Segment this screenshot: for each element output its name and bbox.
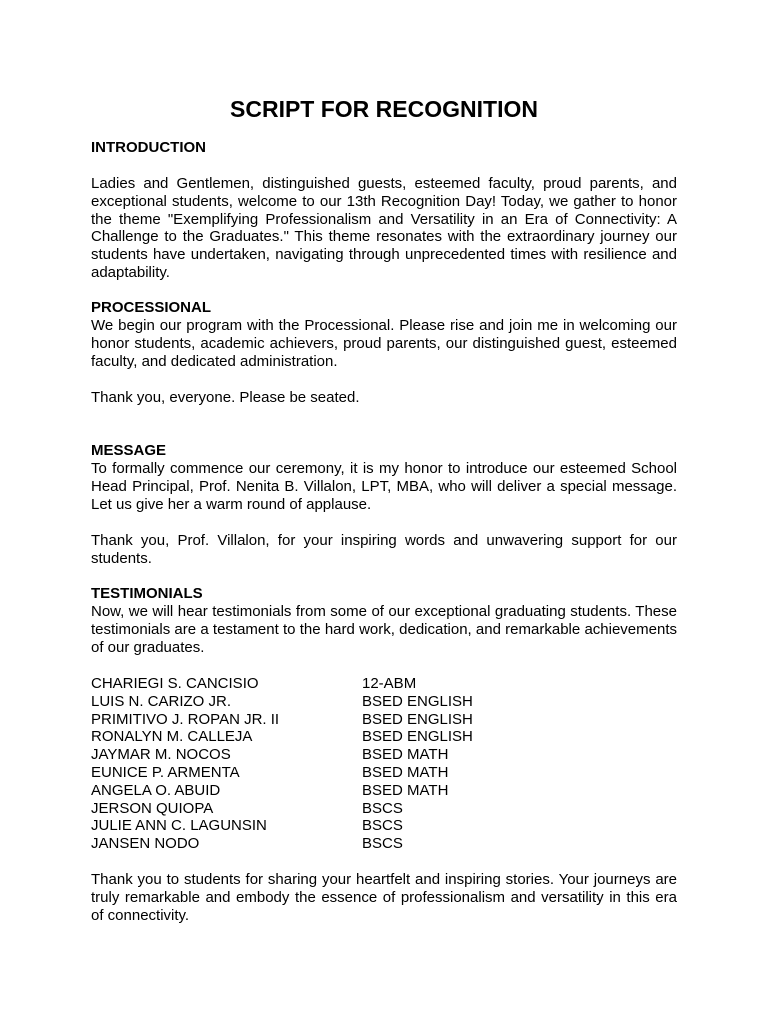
student-row [91,728,677,746]
student-name: CHARIEGI S. CANCISIO [91,675,259,692]
student-program: BSCS [362,835,403,853]
student-program: 12-ABM [362,675,417,692]
introduction-text: Ladies and Gentlemen, distinguished guests, esteemed faculty, proud parents, and exceptional students, welcome to our 13th Recognition Day! Today, we gather to honor the theme "Exemplifying Professionalism and Versatility in an Era of Connectivity: A Challenge to the Graduates." This theme resonates with the extraordinary journey our students have undertaken, navigating through unprecedented times with resilience and adaptability. [91,175,677,281]
message-thanks: Thank you, Prof. Villalon, for your inspiring words and unwavering support for our students. [91,532,677,567]
student-program: BSED MATH [362,746,449,764]
student-row [91,746,677,764]
document-title: SCRIPT FOR RECOGNITION [230,96,538,122]
student-row [91,711,677,729]
processional-thanks: Thank you, everyone. Please be seated. [91,389,360,406]
student-row [91,693,677,711]
student-name: ANGELA O. ABUID [91,781,221,799]
message-text: To formally commence our ceremony, it is my honor to introduce our esteemed School Head Principal, Prof. Nenita B. Villalon, LPT, MBA, who will deliver a special message. Let us give her a warm round of applause. [91,460,677,513]
processional-heading: PROCESSIONAL [91,299,212,316]
student-name: LUIS N. CARIZO JR. [91,692,232,710]
message-thanks-block [91,532,677,568]
student-row [91,764,677,782]
student-row [91,817,677,835]
message-heading: MESSAGE [91,442,167,459]
student-program: BSED ENGLISH [362,692,473,710]
processional-text: We begin our program with the Processional. Please rise and join me in welcoming our honor students, academic achievers, proud parents, our distinguished guest, esteemed faculty, and dedicated administration. [91,317,677,370]
processional-thanks-block [91,389,677,407]
student-program: BSED MATH [362,763,449,781]
student-program: BSED ENGLISH [362,710,473,728]
student-program: BSED ENGLISH [362,728,473,746]
student-program: BSCS [362,817,403,835]
testimonials-heading: TESTIMONIALS [91,585,203,602]
student-name: JANSEN NODO [91,835,200,853]
testimonials-text: Now, we will hear testimonials from some of our exceptional graduating students. These testimonials are a testament to the hard work, dedication, and remarkable achievements of our graduates. [91,603,677,656]
student-name: JULIE ANN C. LAGUNSIN [91,817,267,835]
introduction-section [91,139,677,157]
student-name: RONALYN M. CALLEJA [91,728,253,746]
student-name: JAYMAR M. NOCOS [91,746,231,764]
testimonial-student-list [91,675,677,853]
testimonials-closing: Thank you to students for sharing your heartfelt and inspiring stories. Your journeys are truly remarkable and embody the essence of professionalism and versatility in this era of connectivity. [91,871,677,924]
student-row [91,782,677,800]
introduction-heading: INTRODUCTION [91,139,206,156]
student-program: BSCS [362,799,403,817]
student-name: PRIMITIVO J. ROPAN JR. II [91,710,280,728]
student-name: EUNICE P. ARMENTA [91,763,240,781]
student-row [91,675,677,693]
introduction-body [91,175,677,282]
message-section [91,442,677,513]
student-row [91,800,677,818]
testimonials-closing-block [91,871,677,924]
student-name: JERSON QUIOPA [91,799,214,817]
student-program: BSED MATH [362,781,449,799]
testimonials-section [91,585,677,656]
processional-section [91,299,677,370]
student-row [91,835,677,853]
